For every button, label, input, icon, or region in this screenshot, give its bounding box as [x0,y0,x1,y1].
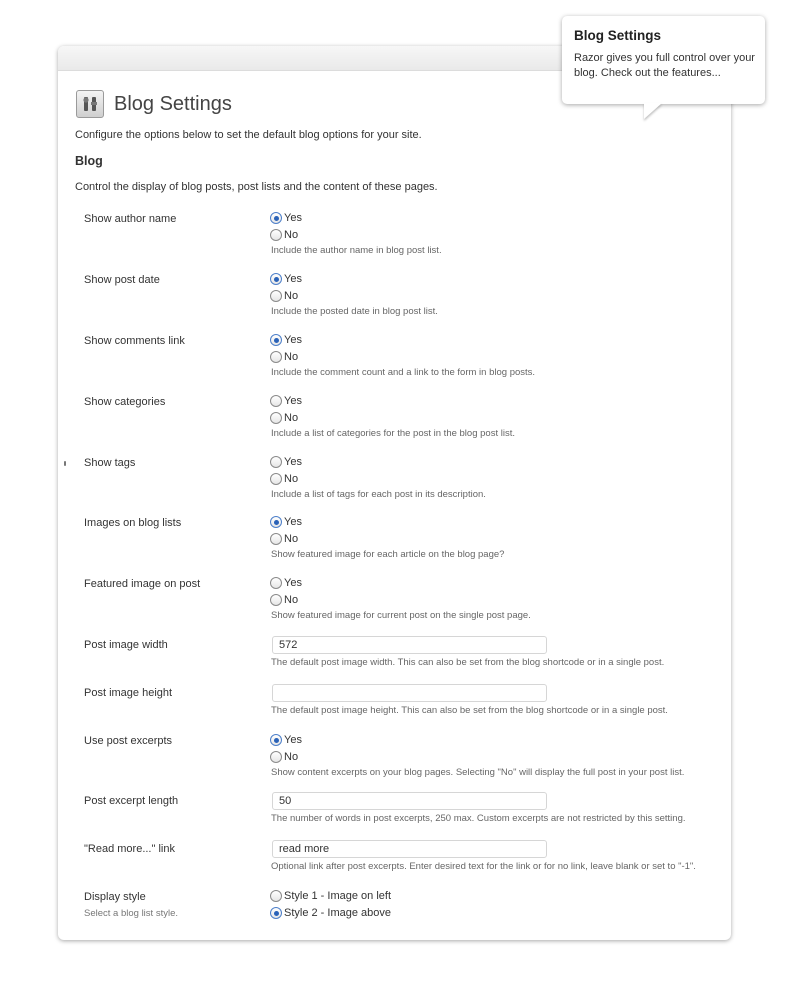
radio-button[interactable] [270,473,282,485]
radio-option-style-1[interactable] [270,889,391,903]
radio-button[interactable] [270,290,282,302]
setting-label: Show tags [84,457,136,469]
setting-label: Featured image on post [84,578,201,590]
section-description: Control the display of blog posts, post lists and the content of these pages. [75,181,438,193]
radio-option-yes[interactable] [270,394,302,408]
setting-label: Show author name [84,213,177,225]
setting-sublabel: Select a blog list style. [84,908,178,919]
radio-label: No [284,351,299,363]
tooltip-body: Razor gives you full control over your blog. Check out the features... [574,52,755,79]
radio-option-no[interactable] [270,289,298,303]
radio-button[interactable] [270,395,282,407]
radio-label: Yes [284,273,302,285]
setting-hint: The default post image width. This can also be set from the blog shortcode or in a single post. [271,657,665,668]
info-tooltip [562,16,765,104]
setting-hint: The number of words in post excerpts, 250 max. Custom excerpts are not restricted by this setting. [271,813,686,824]
radio-label: Yes [284,734,302,746]
setting-label: Post image width [84,639,168,651]
page-title: Blog Settings [114,92,232,115]
radio-option-yes[interactable] [270,333,302,347]
radio-label: No [284,412,299,424]
setting-label: Show comments link [84,335,185,347]
radio-label: Yes [284,577,302,589]
setting-hint: Show content excerpts on your blog pages. Selecting "No" will display the full post in your post list. [271,767,685,778]
setting-label: Post image height [84,687,173,699]
radio-button[interactable] [270,890,282,902]
radio-option-no[interactable] [270,532,298,546]
radio-button[interactable] [270,516,282,528]
setting-hint: Include a list of categories for the post in the blog post list. [271,428,515,439]
radio-option-yes[interactable] [270,515,302,529]
radio-button[interactable] [270,533,282,545]
radio-option-style-2[interactable] [270,906,391,920]
radio-label: Yes [284,516,302,528]
radio-label: No [284,229,299,241]
radio-label: No [284,290,299,302]
setting-hint: Include the posted date in blog post list. [271,306,438,317]
tooltip-title: Blog Settings [574,28,661,43]
setting-hint: Optional link after post excerpts. Enter desired text for the link or for no link, leave blank or set to "-1". [271,861,696,872]
radio-button[interactable] [270,229,282,241]
setting-label: Images on blog lists [84,517,182,529]
radio-label: No [284,594,299,606]
radio-label: No [284,533,299,545]
setting-hint: Include the author name in blog post list. [271,245,442,256]
section-title: Blog [75,154,103,168]
radio-option-no[interactable] [270,228,298,242]
radio-option-yes[interactable] [270,455,302,469]
radio-label: Style 1 - Image on left [284,890,391,902]
radio-label: No [284,751,299,763]
radio-button[interactable] [270,577,282,589]
setting-hint: Show featured image for each article on the blog page? [271,549,505,560]
setting-hint: The default post image height. This can also be set from the blog shortcode or in a single post. [271,705,668,716]
radio-option-no[interactable] [270,350,298,364]
page-header [76,89,232,119]
tools-icon [76,90,104,118]
radio-option-yes[interactable] [270,733,302,747]
divider-mark [64,461,66,466]
setting-label: Show categories [84,396,166,408]
setting-hint: Show featured image for current post on the single post page. [271,610,531,621]
radio-option-no[interactable] [270,593,298,607]
radio-label: Yes [284,334,302,346]
radio-option-yes[interactable] [270,272,302,286]
setting-label: Post excerpt length [84,795,179,807]
post-excerpt-length-input[interactable] [272,792,547,810]
radio-option-no[interactable] [270,411,298,425]
radio-label: Style 2 - Image above [284,907,392,919]
radio-option-yes[interactable] [270,576,302,590]
tooltip-pointer [644,103,662,119]
post-image-width-input[interactable] [272,636,547,654]
read-more-link-input[interactable] [272,840,547,858]
page-intro: Configure the options below to set the default blog options for your site. [75,129,422,141]
radio-label: No [284,473,299,485]
radio-label: Yes [284,212,302,224]
radio-button[interactable] [270,907,282,919]
radio-button[interactable] [270,751,282,763]
settings-panel [58,46,731,940]
radio-button[interactable] [270,594,282,606]
setting-hint: Include a list of tags for each post in its description. [271,489,486,500]
radio-option-no[interactable] [270,472,298,486]
setting-label: "Read more..." link [84,843,175,855]
radio-button[interactable] [270,334,282,346]
radio-button[interactable] [270,273,282,285]
setting-label: Use post excerpts [84,735,173,747]
setting-label: Show post date [84,274,160,286]
radio-option-no[interactable] [270,750,298,764]
radio-button[interactable] [270,351,282,363]
radio-button[interactable] [270,412,282,424]
setting-hint: Include the comment count and a link to the form in blog posts. [271,367,536,378]
setting-label: Display style [84,891,146,903]
post-image-height-input[interactable] [272,684,547,702]
radio-button[interactable] [270,212,282,224]
radio-option-yes[interactable] [270,211,302,225]
radio-label: Yes [284,456,302,468]
radio-label: Yes [284,395,302,407]
radio-button[interactable] [270,456,282,468]
radio-button[interactable] [270,734,282,746]
